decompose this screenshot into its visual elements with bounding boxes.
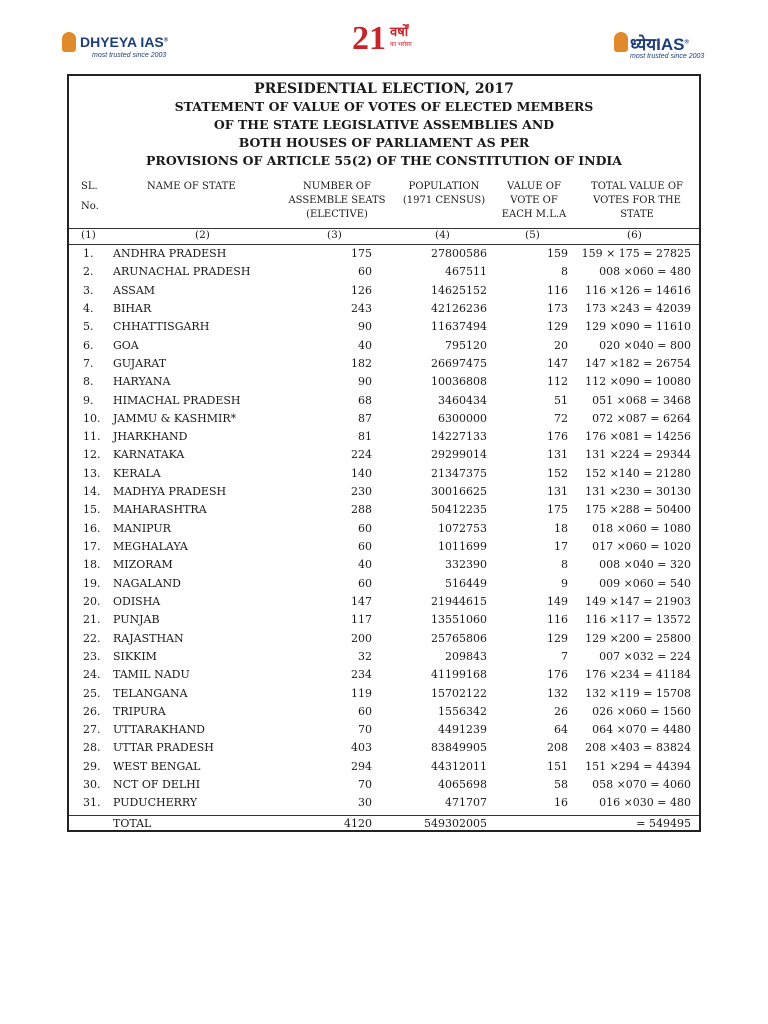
- cell-population: 44312011: [431, 759, 487, 773]
- header-population: [395, 180, 493, 208]
- cell-value: 129: [547, 631, 568, 645]
- cell-sl: 15.: [83, 503, 101, 517]
- cell-total: 016 ×030 = 480: [599, 796, 691, 810]
- cell-sl: 5.: [83, 320, 94, 334]
- cell-state: PUNJAB: [113, 613, 160, 627]
- cell-total: 131 ×224 = 29344: [585, 448, 691, 462]
- cell-population: 6300000: [438, 411, 487, 425]
- cell-sl: 21.: [83, 613, 101, 627]
- table-row: [69, 373, 699, 391]
- cell-population: 14227133: [431, 430, 487, 444]
- cell-total: 129 ×200 = 25800: [585, 631, 691, 645]
- cell-seats: 175: [351, 247, 372, 260]
- cell-sl: 28.: [83, 741, 101, 755]
- table-row: [69, 538, 699, 556]
- cell-sl: 26.: [83, 704, 101, 718]
- cell-seats: 230: [351, 485, 372, 499]
- cell-total: 151 ×294 = 44394: [585, 759, 691, 773]
- table-row: [69, 685, 699, 703]
- table-row: [69, 282, 699, 300]
- left-reg-mark: ®: [163, 37, 169, 44]
- cell-state: TRIPURA: [113, 704, 166, 718]
- flame-icon: [614, 32, 628, 52]
- header-pop-line1: POPULATION: [408, 181, 480, 192]
- cell-seats: 81: [358, 430, 372, 444]
- cell-population: 209843: [445, 649, 487, 663]
- table-row: [69, 245, 699, 263]
- cell-sl: 25.: [83, 686, 101, 700]
- cell-sl: 30.: [83, 778, 101, 792]
- cell-seats: 60: [358, 265, 372, 279]
- cell-population: 41199168: [431, 668, 487, 682]
- right-reg-mark: ®: [684, 39, 689, 46]
- cell-sl: 3.: [83, 283, 94, 297]
- cell-total: 159 × 175 = 27825: [581, 247, 691, 260]
- header-seats-line3: (ELECTIVE): [306, 209, 368, 220]
- cell-state: MAHARASHTRA: [113, 503, 207, 517]
- cell-value: 116: [547, 613, 568, 627]
- cell-seats: 117: [351, 613, 372, 627]
- total-votes: = 549495: [636, 817, 691, 830]
- cell-population: 13551060: [431, 613, 487, 627]
- table-row: [69, 630, 699, 648]
- cell-sl: 20.: [83, 594, 101, 608]
- cell-value: 131: [547, 448, 568, 462]
- cell-population: 332390: [445, 558, 487, 572]
- table-row: [69, 520, 699, 538]
- cell-seats: 60: [358, 704, 372, 718]
- col-number: (2): [195, 229, 210, 241]
- header-tot-line1: TOTAL VALUE OF: [591, 181, 683, 192]
- cell-population: 26697475: [431, 356, 487, 370]
- cell-seats: 40: [358, 558, 372, 572]
- cell-seats: 182: [351, 356, 372, 370]
- cell-sl: 10.: [83, 411, 101, 425]
- document-title: PRESIDENTIAL ELECTION, 2017: [254, 81, 514, 97]
- cell-population: 1011699: [438, 540, 487, 553]
- cell-seats: 288: [351, 503, 372, 517]
- cell-value: 176: [547, 430, 568, 444]
- cell-total: 051 ×068 = 3468: [592, 393, 691, 407]
- header-pop-line2: (1971 CENSUS): [402, 195, 486, 206]
- header-val-line3: EACH M.L.A: [501, 209, 567, 220]
- cell-state: SIKKIM: [113, 649, 157, 663]
- cell-seats: 243: [351, 301, 372, 315]
- cell-seats: 40: [358, 338, 372, 352]
- cell-population: 29299014: [431, 448, 487, 462]
- cell-value: 9: [561, 576, 568, 590]
- cell-value: 51: [554, 393, 568, 407]
- cell-total: 173 ×243 = 42039: [585, 301, 691, 315]
- cell-value: 129: [547, 320, 568, 334]
- cell-state: CHHATTISGARH: [113, 320, 210, 334]
- cell-total: 176 ×081 = 14256: [585, 430, 691, 444]
- cell-state: NCT OF DELHI: [113, 778, 201, 792]
- cell-seats: 90: [358, 375, 372, 389]
- header-sl-line1: SL.: [81, 181, 98, 192]
- cell-state: TELANGANA: [113, 686, 188, 700]
- cell-seats: 234: [351, 668, 372, 682]
- header-tot-line3: STATE: [620, 209, 654, 220]
- cell-sl: 6.: [83, 338, 94, 352]
- cell-value: 112: [547, 375, 568, 389]
- total-row: [69, 816, 699, 832]
- table-row: [69, 410, 699, 428]
- header-value: [499, 180, 569, 222]
- total-population: 549302005: [424, 817, 487, 830]
- cell-population: 11637494: [431, 320, 487, 334]
- cell-seats: 403: [351, 741, 372, 755]
- table-row: [69, 337, 699, 355]
- cell-value: 64: [554, 723, 568, 737]
- cell-seats: 90: [358, 320, 372, 334]
- cell-value: 116: [547, 283, 568, 297]
- cell-population: 21944615: [431, 594, 487, 608]
- cell-population: 25765806: [431, 631, 487, 645]
- cell-value: 176: [547, 668, 568, 682]
- header-tot-line2: VOTES FOR THE: [593, 195, 681, 206]
- table-row: [69, 318, 699, 336]
- cell-state: KERALA: [113, 466, 161, 480]
- flame-icon: [62, 32, 76, 52]
- cell-sl: 27.: [83, 723, 101, 737]
- header-seats-line1: NUMBER OF: [303, 181, 371, 192]
- cell-total: 112 ×090 = 10080: [585, 375, 691, 389]
- cell-sl: 8.: [83, 375, 94, 389]
- cell-state: GUJARAT: [113, 356, 167, 370]
- cell-state: ARUNACHAL PRADESH: [113, 265, 251, 279]
- header-state: NAME OF STATE: [147, 181, 236, 192]
- cell-state: UTTAR PRADESH: [113, 741, 214, 755]
- cell-value: 132: [547, 686, 568, 700]
- cell-sl: 17.: [83, 540, 101, 553]
- cell-sl: 18.: [83, 558, 101, 572]
- cell-population: 15702122: [431, 686, 487, 700]
- cell-seats: 200: [351, 631, 372, 645]
- col-number: (1): [81, 229, 96, 241]
- cell-total: 058 ×070 = 4060: [592, 778, 691, 792]
- subtitle-line: STATEMENT OF VALUE OF VOTES OF ELECTED MEMBERS: [174, 99, 594, 114]
- cell-total: 116 ×117 = 13572: [585, 613, 691, 627]
- table-row: [69, 666, 699, 684]
- column-number-row: [69, 227, 699, 244]
- cell-total: 175 ×288 = 50400: [585, 503, 691, 517]
- table-row: [69, 465, 699, 483]
- col-number: (6): [627, 229, 642, 241]
- cell-state: PUDUCHERRY: [113, 796, 198, 810]
- cell-value: 17: [554, 540, 568, 553]
- cell-seats: 68: [358, 393, 372, 407]
- cell-sl: 12.: [83, 448, 101, 462]
- cell-state: ODISHA: [113, 594, 161, 608]
- cell-value: 26: [554, 704, 568, 718]
- cell-seats: 147: [351, 594, 372, 608]
- table-row: [69, 776, 699, 794]
- anniversary-hindi-sub: का भरोसा: [390, 42, 412, 48]
- cell-sl: 19.: [83, 576, 101, 590]
- cell-sl: 1.: [83, 247, 94, 260]
- table-row: [69, 300, 699, 318]
- header-sl-line2: No.: [81, 201, 99, 212]
- cell-population: 27800586: [431, 247, 487, 260]
- cell-total: 018 ×060 = 1080: [592, 521, 691, 535]
- cell-value: 173: [547, 301, 568, 315]
- table-body: [69, 245, 699, 813]
- cell-sl: 4.: [83, 301, 94, 315]
- cell-population: 4065698: [438, 778, 487, 792]
- right-brand-name: ध्येयIAS: [630, 35, 685, 54]
- table-row: [69, 593, 699, 611]
- cell-population: 1072753: [438, 521, 487, 535]
- table-row: [69, 721, 699, 739]
- header-sl: [81, 180, 99, 214]
- cell-state: RAJASTHAN: [113, 631, 184, 645]
- cell-total: 017 ×060 = 1020: [592, 540, 691, 553]
- header-total: [579, 180, 695, 222]
- cell-state: HIMACHAL PRADESH: [113, 393, 241, 407]
- cell-value: 208: [547, 741, 568, 755]
- cell-total: 132 ×119 = 15708: [585, 686, 691, 700]
- cell-population: 14625152: [431, 283, 487, 297]
- left-tagline: most trusted since 2003: [92, 52, 167, 59]
- cell-total: 149 ×147 = 21903: [585, 594, 691, 608]
- cell-value: 8: [561, 558, 568, 572]
- cell-value: 8: [561, 265, 568, 279]
- cell-value: 58: [554, 778, 568, 792]
- cell-total: 116 ×126 = 14616: [585, 283, 691, 297]
- cell-state: TAMIL NADU: [113, 668, 190, 682]
- table-row: [69, 428, 699, 446]
- table-row: [69, 758, 699, 776]
- cell-total: 026 ×060 = 1560: [592, 704, 691, 718]
- cell-value: 20: [554, 338, 568, 352]
- cell-state: WEST BENGAL: [113, 759, 201, 773]
- cell-value: 152: [547, 466, 568, 480]
- cell-state: GOA: [113, 338, 139, 352]
- table-row: [69, 703, 699, 721]
- cell-state: JHARKHAND: [113, 430, 188, 444]
- cell-seats: 30: [358, 796, 372, 810]
- cell-sl: 16.: [83, 521, 101, 535]
- cell-state: BIHAR: [113, 301, 152, 315]
- cell-sl: 14.: [83, 485, 101, 499]
- cell-total: 020 ×040 = 800: [599, 338, 691, 352]
- cell-value: 175: [547, 503, 568, 517]
- cell-state: HARYANA: [113, 375, 171, 389]
- subtitle-line: PROVISIONS OF ARTICLE 55(2) OF THE CONSTITUTION OF INDIA: [146, 153, 622, 168]
- cell-sl: 9.: [83, 393, 94, 407]
- cell-population: 50412235: [431, 503, 487, 517]
- cell-value: 131: [547, 485, 568, 499]
- statement-document: [67, 74, 701, 832]
- table-row: [69, 355, 699, 373]
- anniversary-hindi: वर्षों: [390, 24, 409, 39]
- cell-state: JAMMU & KASHMIR*: [113, 411, 237, 425]
- cell-state: KARNATAKA: [113, 448, 185, 462]
- cell-seats: 70: [358, 723, 372, 737]
- cell-population: 1556342: [438, 704, 487, 718]
- cell-seats: 60: [358, 521, 372, 535]
- table-row: [69, 794, 699, 812]
- header-val-line2: VOTE OF: [510, 195, 558, 206]
- total-label: TOTAL: [113, 817, 152, 830]
- cell-state: UTTARAKHAND: [113, 723, 205, 737]
- cell-seats: 119: [351, 686, 372, 700]
- table-row: [69, 575, 699, 593]
- cell-sl: 24.: [83, 668, 101, 682]
- table-row: [69, 611, 699, 629]
- cell-population: 4491239: [438, 723, 487, 737]
- table-row: [69, 739, 699, 757]
- cell-seats: 60: [358, 540, 372, 553]
- anniversary-number: 21: [352, 20, 386, 57]
- cell-value: 147: [547, 356, 568, 370]
- cell-population: 795120: [445, 338, 487, 352]
- cell-seats: 87: [358, 411, 372, 425]
- cell-population: 10036808: [431, 375, 487, 389]
- cell-population: 30016625: [431, 485, 487, 499]
- cell-value: 149: [547, 594, 568, 608]
- col-number: (4): [435, 229, 450, 241]
- table-row: [69, 483, 699, 501]
- cell-population: 83849905: [431, 741, 487, 755]
- cell-seats: 60: [358, 576, 372, 590]
- cell-total: 008 ×040 = 320: [599, 558, 691, 572]
- col-number: (3): [327, 229, 342, 241]
- cell-sl: 2.: [83, 265, 94, 279]
- header-seats-line2: ASSEMBLE SEATS: [288, 195, 386, 206]
- col-number: (5): [525, 229, 540, 241]
- cell-total: 064 ×070 = 4480: [592, 723, 691, 737]
- table-row: [69, 501, 699, 519]
- cell-value: 72: [554, 411, 568, 425]
- subtitle-line: BOTH HOUSES OF PARLIAMENT AS PER: [238, 135, 530, 150]
- page-header: [0, 0, 768, 70]
- cell-state: ANDHRA PRADESH: [113, 247, 227, 260]
- cell-state: ASSAM: [113, 283, 156, 297]
- cell-sl: 7.: [83, 356, 94, 370]
- cell-seats: 70: [358, 778, 372, 792]
- document-titles: [69, 80, 699, 170]
- cell-seats: 32: [358, 649, 372, 663]
- table-row: [69, 263, 699, 281]
- cell-state: MIZORAM: [113, 558, 173, 572]
- cell-state: MEGHALAYA: [113, 540, 188, 553]
- cell-value: 16: [554, 796, 568, 810]
- header-seats: [283, 180, 391, 222]
- cell-value: 151: [547, 759, 568, 773]
- cell-sl: 31.: [83, 796, 101, 810]
- cell-total: 007 ×032 = 224: [599, 649, 691, 663]
- cell-population: 467511: [445, 265, 487, 279]
- cell-value: 18: [554, 521, 568, 535]
- anniversary-logo: [352, 20, 412, 57]
- cell-population: 42126236: [431, 301, 487, 315]
- cell-state: NAGALAND: [113, 576, 181, 590]
- cell-seats: 140: [351, 466, 372, 480]
- cell-population: 3460434: [438, 393, 487, 407]
- cell-seats: 224: [351, 448, 372, 462]
- cell-population: 516449: [445, 576, 487, 590]
- right-tagline: most trusted since 2003: [630, 53, 705, 60]
- cell-sl: 23.: [83, 649, 101, 663]
- table-row: [69, 556, 699, 574]
- cell-sl: 29.: [83, 759, 101, 773]
- cell-sl: 22.: [83, 631, 101, 645]
- cell-total: 208 ×403 = 83824: [585, 741, 691, 755]
- table-row: [69, 392, 699, 410]
- cell-total: 152 ×140 = 21280: [585, 466, 691, 480]
- cell-total: 129 ×090 = 11610: [585, 320, 691, 334]
- left-brand-name: DHYEYA IAS: [80, 34, 164, 50]
- table-row: [69, 648, 699, 666]
- cell-total: 008 ×060 = 480: [599, 265, 691, 279]
- cell-seats: 294: [351, 759, 372, 773]
- cell-total: 147 ×182 = 26754: [585, 356, 691, 370]
- subtitle-line: OF THE STATE LEGISLATIVE ASSEMBLIES AND: [213, 117, 555, 132]
- total-seats: 4120: [344, 817, 372, 830]
- header-val-line1: VALUE OF: [507, 181, 561, 192]
- cell-state: MADHYA PRADESH: [113, 485, 227, 499]
- cell-sl: 13.: [83, 466, 101, 480]
- cell-total: 009 ×060 = 540: [599, 576, 691, 590]
- cell-seats: 126: [351, 283, 372, 297]
- cell-population: 21347375: [431, 466, 487, 480]
- cell-total: 131 ×230 = 30130: [585, 485, 691, 499]
- cell-state: MANIPUR: [113, 521, 171, 535]
- cell-total: 176 ×234 = 41184: [585, 668, 691, 682]
- cell-total: 072 ×087 = 6264: [592, 411, 691, 425]
- cell-value: 7: [561, 649, 568, 663]
- cell-population: 471707: [445, 796, 487, 810]
- cell-value: 159: [547, 247, 568, 260]
- table-row: [69, 446, 699, 464]
- cell-sl: 11.: [83, 430, 101, 444]
